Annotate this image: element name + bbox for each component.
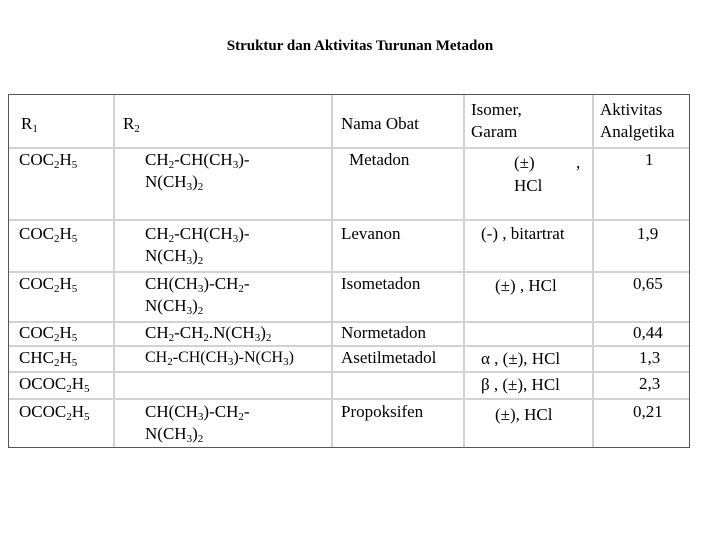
row-levanon-isomer: (-) , bitartrat xyxy=(481,224,565,243)
row-asetilmetadol-isomer: α , (±), HCl xyxy=(481,349,561,368)
row-divider xyxy=(9,219,689,221)
row-metadon-nama: Metadon xyxy=(349,150,410,169)
row-normetadon-aktivitas: 0,44 xyxy=(633,323,663,342)
row-normetadon-nama: Normetadon xyxy=(341,323,426,342)
row-levanon-r2: $CH_2-CH(CH_3)-$ $N(CH_3)_2$ xyxy=(145,224,250,267)
row-6-isomer: β , (±), HCl xyxy=(481,375,560,394)
row-propoksifen-r1: $OCOC_2H_5$ xyxy=(19,402,90,423)
page-title: Struktur dan Aktivitas Turunan Metadon xyxy=(226,38,494,54)
row-6-aktivitas: 2,3 xyxy=(639,374,661,393)
row-levanon-aktivitas: 1,9 xyxy=(637,224,659,243)
header-isomer: Isomer, Garam xyxy=(471,100,522,141)
row-isometadon-aktivitas: 0,65 xyxy=(633,274,663,293)
header-nama-obat: Nama Obat xyxy=(341,114,419,133)
row-asetilmetadol-r2: $CH_2-CH(CH_3)-N(CH_3)$ xyxy=(145,349,294,368)
row-propoksifen-isomer: (±), HCl xyxy=(495,405,553,424)
row-metadon-isomer-a: (±) xyxy=(514,153,535,172)
row-levanon-r1: $COC_2H_5$ xyxy=(19,224,78,245)
row-propoksifen-nama: Propoksifen xyxy=(341,402,424,421)
row-normetadon-r2: $CH_2-CH_2.N(CH_3)_2$ xyxy=(145,323,272,344)
drug-table xyxy=(8,94,690,448)
header-aktivitas: Aktivitas Analgetika xyxy=(600,100,675,141)
row-asetilmetadol-aktivitas: 1,3 xyxy=(639,348,661,367)
row-6-r1: $OCOC_2H_5$ xyxy=(19,374,90,395)
row-normetadon-r1: $COC_2H_5$ xyxy=(19,323,78,344)
row-levanon-nama: Levanon xyxy=(341,224,401,243)
row-divider xyxy=(9,371,689,373)
row-isometadon-nama: Isometadon xyxy=(341,274,421,293)
header-r1: $R_1$ xyxy=(21,114,38,135)
row-isometadon-isomer: (±) , HCl xyxy=(495,276,557,295)
row-metadon-isomer-b: HCl xyxy=(514,176,543,195)
row-asetilmetadol-r1: $CHC_2H_5$ xyxy=(19,348,78,369)
row-asetilmetadol-nama: Asetilmetadol xyxy=(341,348,437,367)
row-divider xyxy=(9,398,689,400)
row-propoksifen-r2: $CH(CH_3)-CH_2-$ $N(CH_3)_2$ xyxy=(145,402,250,445)
row-metadon-aktivitas: 1 xyxy=(645,150,654,169)
header-r2: $R_2$ xyxy=(123,114,140,135)
row-metadon-r1: $COC_2H_5$ xyxy=(19,150,78,171)
row-isometadon-r1: $COC_2H_5$ xyxy=(19,274,78,295)
row-isometadon-r2: $CH(CH_3)-CH_2-$ $N(CH_3)_2$ xyxy=(145,274,250,317)
row-metadon-isomer-comma: , xyxy=(576,153,581,172)
row-propoksifen-aktivitas: 0,21 xyxy=(633,402,663,421)
row-metadon-r2: $CH_2-CH(CH_3)-$ $N(CH_3)_2$ xyxy=(145,150,250,193)
